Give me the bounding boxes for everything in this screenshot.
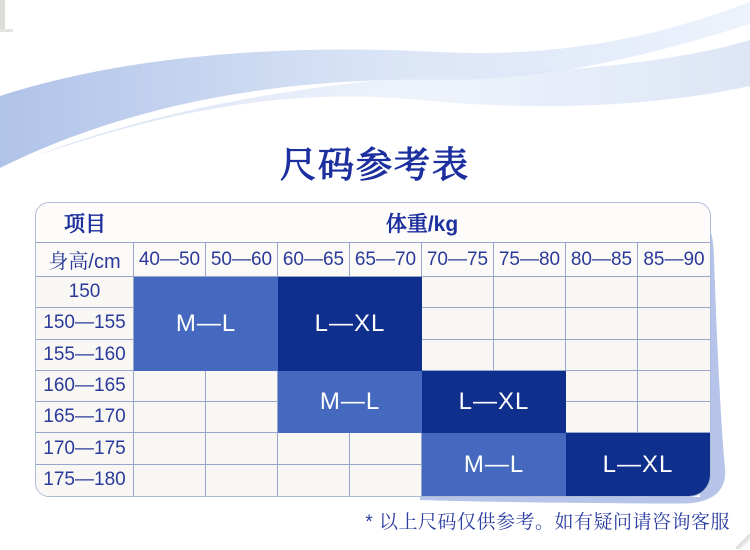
table-cell-empty xyxy=(566,277,638,308)
table-cell-empty xyxy=(134,465,206,496)
size-block: M—L xyxy=(134,277,278,371)
table-cell-empty xyxy=(206,371,278,402)
size-block: M—L xyxy=(278,371,422,434)
table-corner-label: 项目 xyxy=(36,203,134,243)
height-row-label: 155—160 xyxy=(36,340,134,371)
table-cell-empty xyxy=(422,277,494,308)
corner-artifact-line xyxy=(0,29,13,32)
height-row-label: 170—175 xyxy=(36,433,134,464)
table-cell-empty xyxy=(494,308,566,339)
table-cell-empty xyxy=(638,277,710,308)
table-cell-empty xyxy=(638,402,710,433)
weight-header-cell: 65—70 xyxy=(350,243,422,277)
table-cell-empty xyxy=(206,433,278,464)
table-cell-empty xyxy=(638,308,710,339)
table-cell-empty xyxy=(566,402,638,433)
size-block: M—L xyxy=(422,433,566,496)
height-row-label: 150—155 xyxy=(36,308,134,339)
table-cell-empty xyxy=(134,433,206,464)
table-cell-empty xyxy=(566,371,638,402)
table-cell-empty xyxy=(494,277,566,308)
table-cell-empty xyxy=(566,340,638,371)
page-title: 尺码参考表 xyxy=(279,144,470,185)
table-cell-empty xyxy=(350,465,422,496)
height-row-label: 150 xyxy=(36,277,134,308)
height-row-label: 160—165 xyxy=(36,371,134,402)
table-cell-empty xyxy=(134,402,206,433)
table-cell-empty xyxy=(350,433,422,464)
table-cell-empty xyxy=(206,465,278,496)
weight-header-cell: 50—60 xyxy=(206,243,278,277)
weight-group-header: 体重/kg xyxy=(134,203,710,243)
corner-artifact xyxy=(0,0,5,31)
table-cell-empty xyxy=(566,308,638,339)
size-block: L—XL xyxy=(566,433,710,496)
weight-header-cell: 40—50 xyxy=(134,243,206,277)
table-cell-empty xyxy=(422,308,494,339)
bottom-corner-artifact xyxy=(736,534,750,549)
weight-header-cell: 60—65 xyxy=(278,243,350,277)
weight-header-cell: 85—90 xyxy=(638,243,710,277)
table-cell-empty xyxy=(278,465,350,496)
weight-header-cell: 75—80 xyxy=(494,243,566,277)
table-cell-empty xyxy=(422,340,494,371)
table-cell-empty xyxy=(134,371,206,402)
height-row-label: 165—170 xyxy=(36,402,134,433)
weight-header-cell: 80—85 xyxy=(566,243,638,277)
footnote: * 以上尺码仅供参考。如有疑问请咨询客服 xyxy=(365,512,730,533)
table-cell-empty xyxy=(638,371,710,402)
height-column-header: 身高/cm xyxy=(36,243,134,277)
size-table xyxy=(35,202,711,497)
weight-header-cell: 70—75 xyxy=(422,243,494,277)
table-cell-empty xyxy=(206,402,278,433)
table-cell-empty xyxy=(494,340,566,371)
height-row-label: 175—180 xyxy=(36,465,134,496)
size-block: L—XL xyxy=(422,371,566,434)
size-block: L—XL xyxy=(278,277,422,371)
table-cell-empty xyxy=(278,433,350,464)
table-cell-empty xyxy=(638,340,710,371)
